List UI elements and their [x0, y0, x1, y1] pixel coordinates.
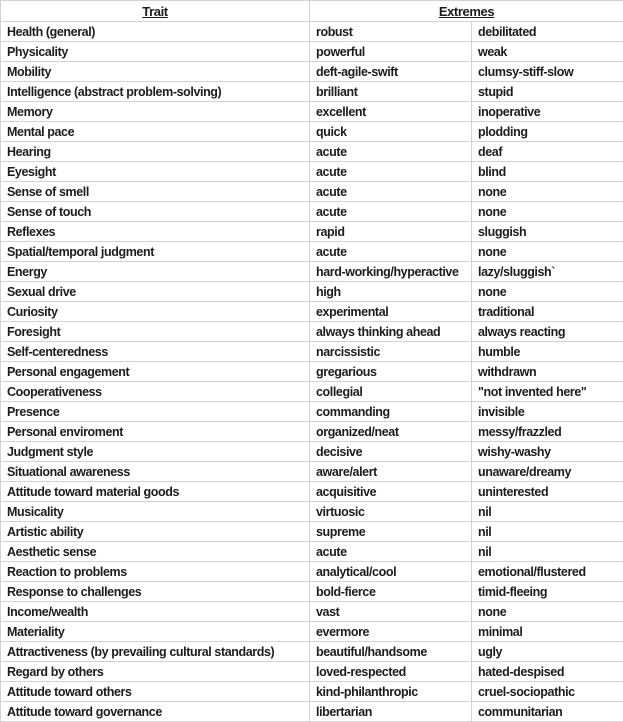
extreme-positive-cell: acute [310, 162, 472, 182]
trait-cell: Reaction to problems [1, 562, 310, 582]
table-row [1, 602, 623, 622]
extreme-negative-cell: clumsy-stiff-slow [472, 62, 623, 82]
trait-cell: Foresight [1, 322, 310, 342]
trait-cell: Sexual drive [1, 282, 310, 302]
trait-cell: Musicality [1, 502, 310, 522]
trait-column-header: Trait [1, 1, 310, 22]
trait-cell: Hearing [1, 142, 310, 162]
extreme-negative-cell: weak [472, 42, 623, 62]
extreme-positive-cell: libertarian [310, 702, 472, 722]
table-row [1, 442, 623, 462]
extreme-negative-cell: blind [472, 162, 623, 182]
extreme-positive-cell: analytical/cool [310, 562, 472, 582]
trait-cell: Reflexes [1, 222, 310, 242]
trait-cell: Physicality [1, 42, 310, 62]
trait-cell: Self-centeredness [1, 342, 310, 362]
trait-cell: Artistic ability [1, 522, 310, 542]
table-row [1, 82, 623, 102]
extreme-negative-cell: uninterested [472, 482, 623, 502]
table-row [1, 522, 623, 542]
table-row [1, 342, 623, 362]
table-row [1, 402, 623, 422]
table-row [1, 162, 623, 182]
table-row [1, 222, 623, 242]
trait-cell: Memory [1, 102, 310, 122]
extreme-negative-cell: humble [472, 342, 623, 362]
extreme-positive-cell: virtuosic [310, 502, 472, 522]
extreme-negative-cell: messy/frazzled [472, 422, 623, 442]
extreme-positive-cell: experimental [310, 302, 472, 322]
extreme-positive-cell: acute [310, 542, 472, 562]
table-row [1, 282, 623, 302]
table-row [1, 322, 623, 342]
table-row [1, 582, 623, 602]
table-row [1, 242, 623, 262]
extreme-negative-cell: invisible [472, 402, 623, 422]
table-row [1, 462, 623, 482]
extreme-negative-cell: nil [472, 502, 623, 522]
extreme-positive-cell: acute [310, 142, 472, 162]
extreme-negative-cell: communitarian [472, 702, 623, 722]
extreme-positive-cell: deft-agile-swift [310, 62, 472, 82]
trait-cell: Personal enviroment [1, 422, 310, 442]
table-row [1, 362, 623, 382]
extreme-positive-cell: kind-philanthropic [310, 682, 472, 702]
extreme-negative-cell: deaf [472, 142, 623, 162]
extreme-positive-cell: beautiful/handsome [310, 642, 472, 662]
extreme-positive-cell: acute [310, 242, 472, 262]
table-row [1, 382, 623, 402]
table-row [1, 682, 623, 702]
trait-cell: Energy [1, 262, 310, 282]
trait-table-body [1, 22, 623, 722]
table-row [1, 122, 623, 142]
header-row [1, 1, 623, 22]
table-row [1, 62, 623, 82]
extreme-positive-cell: acquisitive [310, 482, 472, 502]
extreme-positive-cell: quick [310, 122, 472, 142]
extreme-positive-cell: always thinking ahead [310, 322, 472, 342]
table-row [1, 502, 623, 522]
extreme-positive-cell: supreme [310, 522, 472, 542]
extreme-positive-cell: commanding [310, 402, 472, 422]
trait-cell: Spatial/temporal judgment [1, 242, 310, 262]
extreme-negative-cell: cruel-sociopathic [472, 682, 623, 702]
trait-cell: Cooperativeness [1, 382, 310, 402]
extreme-negative-cell: debilitated [472, 22, 623, 42]
table-row [1, 142, 623, 162]
trait-cell: Intelligence (abstract problem-solving) [1, 82, 310, 102]
extreme-negative-cell: none [472, 202, 623, 222]
table-row [1, 262, 623, 282]
extreme-negative-cell: none [472, 242, 623, 262]
extreme-positive-cell: decisive [310, 442, 472, 462]
table-row [1, 102, 623, 122]
extreme-positive-cell: aware/alert [310, 462, 472, 482]
table-row [1, 302, 623, 322]
extreme-negative-cell: emotional/flustered [472, 562, 623, 582]
trait-cell: Health (general) [1, 22, 310, 42]
extreme-positive-cell: powerful [310, 42, 472, 62]
trait-cell: Mental pace [1, 122, 310, 142]
extreme-negative-cell: nil [472, 522, 623, 542]
extreme-positive-cell: hard-working/hyperactive [310, 262, 472, 282]
trait-cell: Attractiveness (by prevailing cultural standards) [1, 642, 310, 662]
trait-cell: Materiality [1, 622, 310, 642]
extreme-negative-cell: timid-fleeing [472, 582, 623, 602]
extreme-negative-cell: sluggish [472, 222, 623, 242]
extreme-positive-cell: rapid [310, 222, 472, 242]
trait-cell: Situational awareness [1, 462, 310, 482]
extreme-negative-cell: inoperative [472, 102, 623, 122]
trait-cell: Response to challenges [1, 582, 310, 602]
trait-cell: Mobility [1, 62, 310, 82]
table-row [1, 422, 623, 442]
extreme-negative-cell: withdrawn [472, 362, 623, 382]
extreme-positive-cell: acute [310, 182, 472, 202]
extreme-negative-cell: nil [472, 542, 623, 562]
trait-cell: Sense of touch [1, 202, 310, 222]
table-row [1, 542, 623, 562]
trait-cell: Curiosity [1, 302, 310, 322]
extreme-positive-cell: organized/neat [310, 422, 472, 442]
extreme-negative-cell: minimal [472, 622, 623, 642]
table-row [1, 622, 623, 642]
extreme-negative-cell: hated-despised [472, 662, 623, 682]
extreme-negative-cell: none [472, 282, 623, 302]
trait-cell: Personal engagement [1, 362, 310, 382]
extreme-negative-cell: unaware/dreamy [472, 462, 623, 482]
extreme-positive-cell: gregarious [310, 362, 472, 382]
extreme-positive-cell: brilliant [310, 82, 472, 102]
trait-cell: Attitude toward others [1, 682, 310, 702]
extreme-positive-cell: robust [310, 22, 472, 42]
extreme-positive-cell: high [310, 282, 472, 302]
extreme-negative-cell: wishy-washy [472, 442, 623, 462]
trait-cell: Presence [1, 402, 310, 422]
extreme-negative-cell: plodding [472, 122, 623, 142]
table-row [1, 202, 623, 222]
table-row [1, 642, 623, 662]
table-row [1, 482, 623, 502]
table-row [1, 22, 623, 42]
extreme-negative-cell: none [472, 602, 623, 622]
trait-cell: Judgment style [1, 442, 310, 462]
table-row [1, 42, 623, 62]
extreme-positive-cell: excellent [310, 102, 472, 122]
extreme-negative-cell: always reacting [472, 322, 623, 342]
extreme-positive-cell: narcissistic [310, 342, 472, 362]
table-row [1, 662, 623, 682]
table-row [1, 562, 623, 582]
extreme-negative-cell: ugly [472, 642, 623, 662]
trait-cell: Regard by others [1, 662, 310, 682]
table-row [1, 182, 623, 202]
trait-cell: Income/wealth [1, 602, 310, 622]
extreme-negative-cell: lazy/sluggish` [472, 262, 623, 282]
extreme-positive-cell: loved-respected [310, 662, 472, 682]
trait-cell: Sense of smell [1, 182, 310, 202]
trait-cell: Attitude toward governance [1, 702, 310, 722]
trait-cell: Eyesight [1, 162, 310, 182]
extreme-positive-cell: acute [310, 202, 472, 222]
extreme-negative-cell: none [472, 182, 623, 202]
trait-cell: Attitude toward material goods [1, 482, 310, 502]
extreme-negative-cell: stupid [472, 82, 623, 102]
table-row [1, 702, 623, 722]
extremes-column-header: Extremes [310, 1, 623, 22]
extreme-positive-cell: bold-fierce [310, 582, 472, 602]
extreme-negative-cell: "not invented here" [472, 382, 623, 402]
trait-cell: Aesthetic sense [1, 542, 310, 562]
extreme-positive-cell: evermore [310, 622, 472, 642]
extreme-negative-cell: traditional [472, 302, 623, 322]
extreme-positive-cell: vast [310, 602, 472, 622]
extreme-positive-cell: collegial [310, 382, 472, 402]
